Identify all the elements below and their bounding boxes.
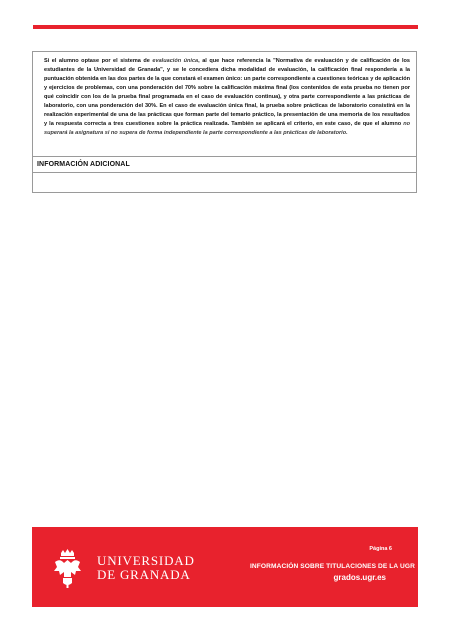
evaluation-emphasis-2: no superará la asignatura si no supera de forma independiente la parte correspondiente a las prácticas de laboratorio. — [44, 121, 410, 136]
additional-info-heading: INFORMACIÓN ADICIONAL — [37, 161, 130, 168]
evaluation-emphasis-1: evaluación única — [152, 58, 199, 64]
university-wordmark — [97, 554, 195, 582]
titulaciones-info-label: INFORMACIÓN SOBRE TITULACIONES DE LA UGR — [250, 563, 415, 570]
header-rule — [33, 25, 418, 29]
website-link[interactable]: grados.ugr.es — [333, 573, 386, 582]
evaluation-paragraph — [44, 57, 410, 138]
university-crest-icon — [51, 547, 84, 589]
evaluation-text-2: , al que hace referencia la "Normativa de evaluación y de calificación de los estudiantes de la Universidad de Granada", y se le concediera dicha modalidad de evaluación, la calificación final respondería a la puntuación obtenida en las dos partes de la que constará el examen único: un parte correspondiente a cuestiones teóricas y de aplicación y ejercicios de problemas, con una ponderación del 70% sobre la calificación máxima final (los contenidos de esta prueba no tienen por qué coincidir con los de la prueba final programada en el caso de evaluación continua), y otra parte correspondiente a las prácticas de laboratorio, con una ponderación del 30%. En el caso de evaluación única final, la prueba sobre prácticas de laboratorio consistirá en la realización experimental de una de las prácticas que forman parte del temario práctico, la presentación de una memoria de los resultados y la respuesta correcta a tres cuestiones sobre la práctica realizada. También se aplicará el criterio, en este caso, de que el alumno — [44, 58, 411, 127]
university-name-line2: DE GRANADA — [97, 567, 191, 582]
evaluation-table — [32, 51, 417, 193]
footer-banner — [32, 527, 418, 607]
university-name-line1: UNIVERSIDAD — [97, 553, 195, 568]
table-divider — [33, 172, 416, 173]
evaluation-text-1: Si el alumno optase por el sistema de — [44, 58, 153, 64]
page-number: Página 6 — [369, 546, 392, 552]
table-divider — [33, 156, 416, 157]
